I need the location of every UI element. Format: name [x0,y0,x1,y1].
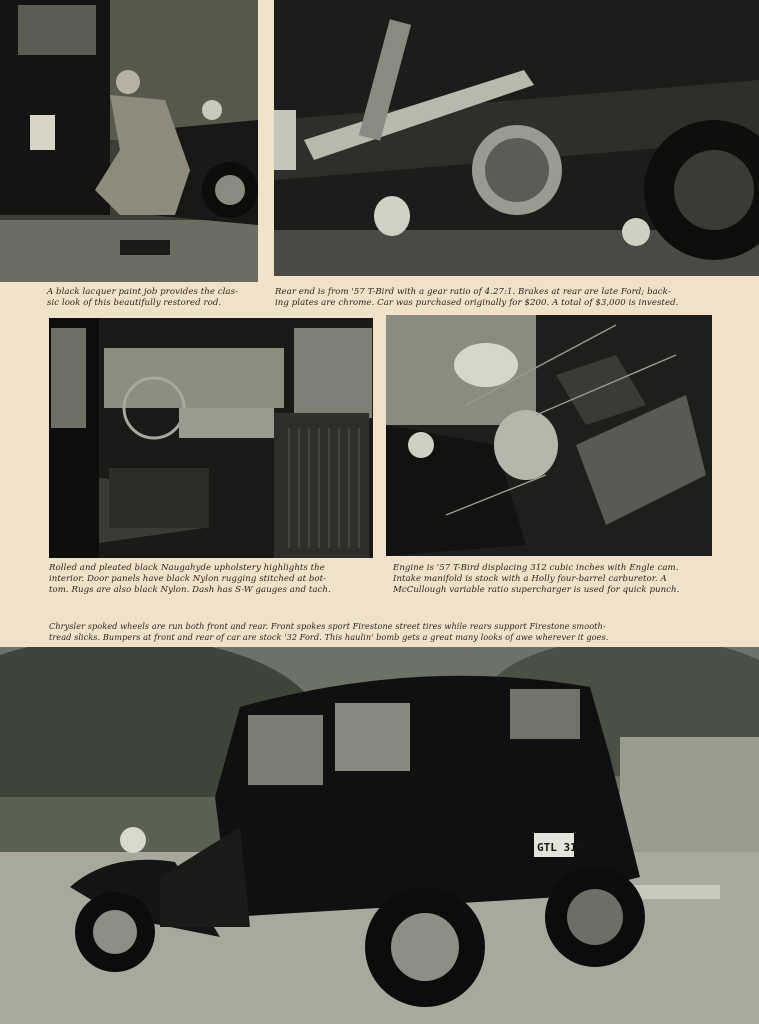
photo-full-car [0,647,759,1024]
caption-line: tom. Rugs are also black Nylon. Dash has S-W gauges and tach. [49,585,331,595]
caption-line: tread slicks. Bumpers at front and rear of car are stock '32 Ford. This haulin' bomb gets a great many looks of awe wherever it goes. [49,632,609,642]
caption-line: Intake manifold is stock with a Holly four-barrel carburetor. A [393,574,667,584]
caption-engine [393,563,717,596]
photo-interior [49,318,373,558]
caption-line: A black lacquer paint job provides the clas- [47,287,238,297]
photo-rear-end-suspension [274,0,759,276]
caption-line: Rear end is from '57 T-Bird with a gear ratio of 4.27:1. Brakes at rear are late Ford; back- [275,287,671,297]
caption-line: Rolled and pleated black Naugahyde upholstery highlights the [49,563,325,573]
caption-line: Engine is '57 T-Bird displacing 312 cubic inches with Engle cam. [393,563,679,573]
caption-line: interior. Door panels have black Nylon rugging stitched at bot- [49,574,327,584]
caption-interior [49,563,374,596]
caption-line: ing plates are chrome. Car was purchased originally for $200. A total of $3,000 is invested. [275,298,679,308]
caption-wheels [49,621,717,643]
photo-engine [386,315,712,556]
caption-rear-end [275,287,717,309]
caption-line: McCullough variable ratio supercharger is used for quick punch. [393,585,680,595]
license-plate-text: GTL 310 [537,841,584,854]
caption-line: Chrysler spoked wheels are run both front and rear. Front spokes sport Firestone street tires while rears support Firestone smooth- [49,621,606,631]
caption-line: sic look of this beautifully restored rod. [47,298,222,308]
photo-man-polishing-car [0,0,258,282]
caption-restored-rod [47,287,260,309]
